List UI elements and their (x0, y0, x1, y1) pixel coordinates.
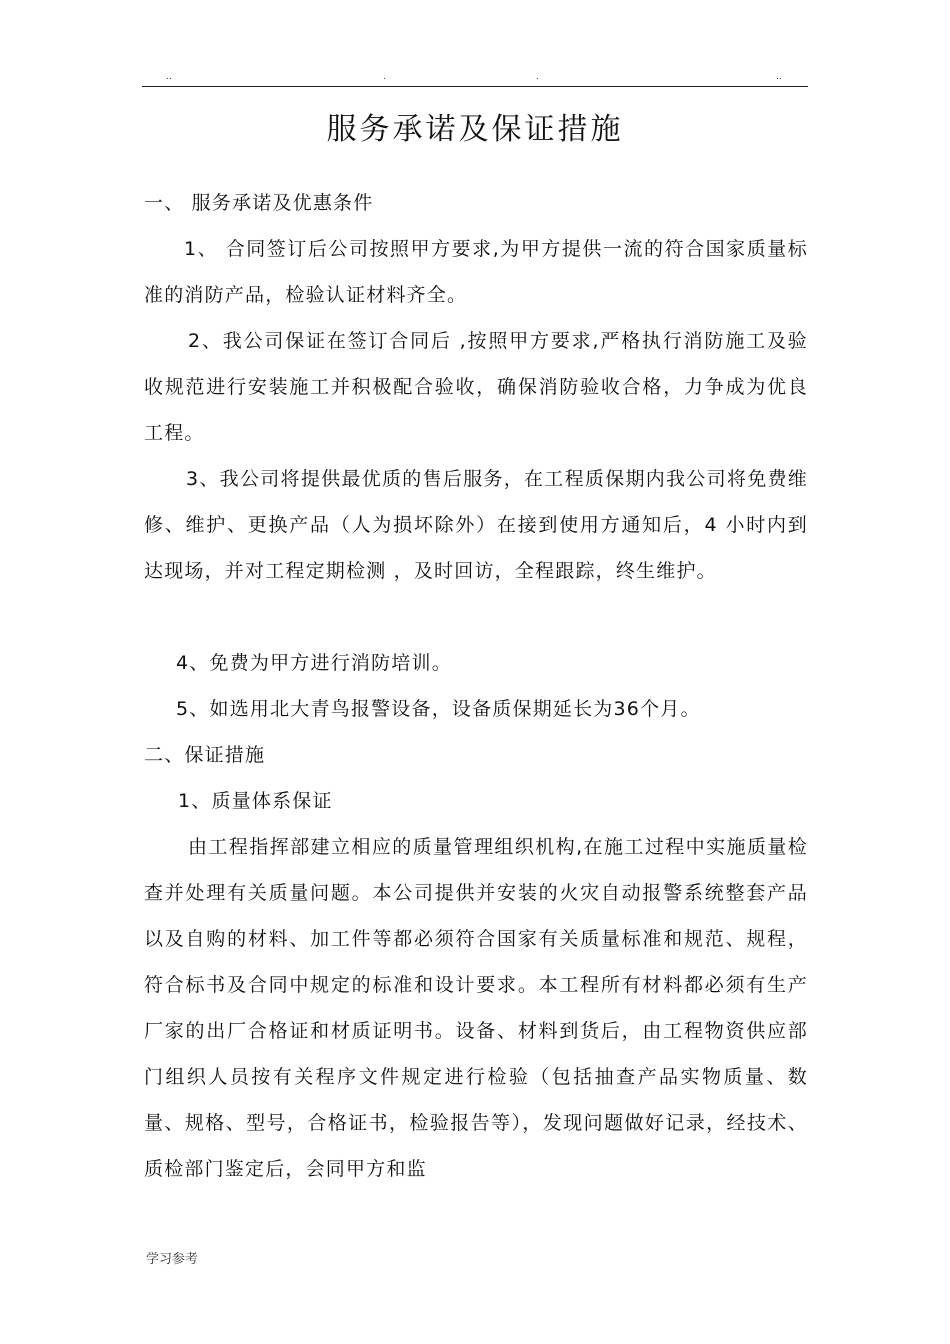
header-dots (142, 72, 808, 86)
header-dot: . (536, 72, 539, 82)
section-heading-2: 二、保证措施 (144, 744, 266, 766)
header-rule (142, 86, 808, 87)
header-dot: . (383, 72, 386, 82)
page-footer: 学习参考 (146, 1252, 199, 1267)
commitment-item-3: 3、我公司将提供最优质的售后服务，在工程质保期内我公司将免费维修、维护、更换产品（人为损坏除外）在接到使用方通知后，4 小时内到达现场，并对工程定期检测 ，及时回访，全程跟踪，终生维护。 (144, 468, 808, 582)
subsection-heading: 1、质量体系保证 (178, 790, 333, 812)
section-heading-1: 一、 服务承诺及优惠条件 (144, 192, 374, 214)
commitment-item-5: 5、如选用北大青鸟报警设备，设备质保期延长为36个月。 (176, 698, 701, 720)
subsection-body: 由工程指挥部建立相应的质量管理组织机构,在施工过程中实施质量检查并处理有关质量问题。本公司提供并安装的火灾自动报警系统整套产品以及自购的材料、加工件等都必须符合国家有关质量标准和规范、规程，符合标书及合同中规定的标准和设计要求。本工程所有材料都必须有生产厂家的出厂合格证和材质证明书。设备、材料到货后，由工程物资供应部门组织人员按有关程序文件规定进行检验（包括抽查产品实物质量、数量、规格、型号，合格证书，检验报告等），发现问题做好记录，经技术、质检部门鉴定后，会同甲方和监 (144, 836, 808, 1180)
commitment-item-1: 1、 合同签订后公司按照甲方要求,为甲方提供一流的符合国家质量标准的消防产品，检验认证材料齐全。 (144, 238, 808, 306)
document-title: 服务承诺及保证措施 (326, 112, 624, 147)
header-dot: .. (166, 72, 172, 82)
commitment-item-4: 4、免费为甲方进行消防培训。 (176, 652, 452, 674)
header-dot: .. (776, 72, 782, 82)
commitment-item-2: 2、我公司保证在签订合同后 ,按照甲方要求,严格执行消防施工及验收规范进行安装施工并积极配合验收，确保消防验收合格，力争成为优良工程。 (144, 330, 808, 444)
